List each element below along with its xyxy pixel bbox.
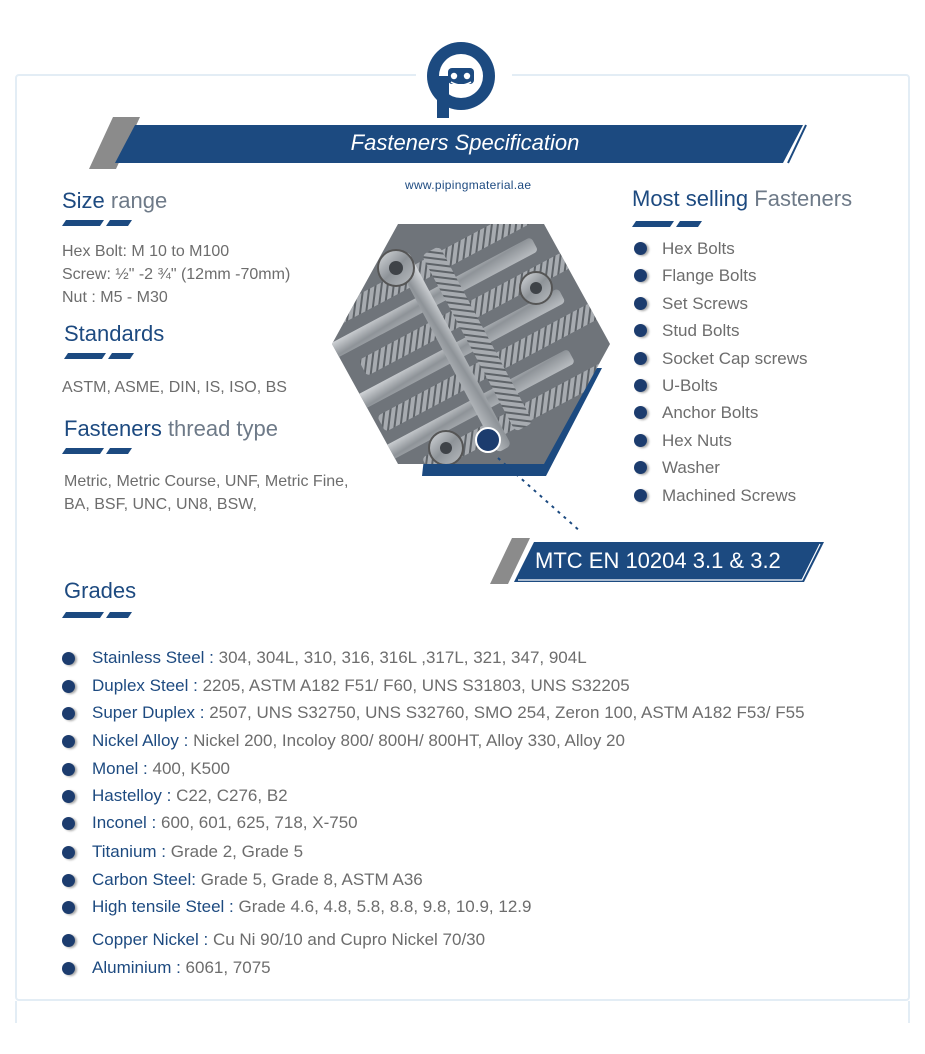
standards-text: ASTM, ASME, DIN, IS, ISO, BS [62, 379, 287, 396]
bullet-icon [634, 324, 647, 337]
list-item: Hastelloy : C22, C276, B2 [62, 784, 805, 812]
grades-heading: Grades [64, 578, 137, 603]
bullet-icon [62, 652, 75, 665]
bullet-icon [62, 817, 75, 830]
bullet-icon [634, 379, 647, 392]
bullet-icon [634, 489, 647, 502]
banner-title: Fasteners Specification [350, 130, 580, 155]
list-item: Titanium : Grade 2, Grade 5 [62, 840, 805, 868]
most-selling-heading: Most selling Fasteners [632, 186, 853, 211]
connector-line [486, 440, 586, 540]
heading-dash [62, 219, 132, 227]
bullet-icon [62, 735, 75, 748]
bullet-icon [62, 846, 75, 859]
list-item: Copper Nickel : Cu Ni 90/10 and Cupro Nickel 70/30 [62, 928, 805, 956]
bullet-icon [634, 406, 647, 419]
website-url[interactable]: www.pipingmaterial.ae [405, 178, 532, 192]
list-item: Flange Bolts [634, 264, 808, 291]
bullet-icon [62, 934, 75, 947]
bullet-icon [634, 461, 647, 474]
thread-line-2: BA, BSF, UNC, UN8, BSW, [64, 496, 257, 513]
bullet-icon [62, 790, 75, 803]
company-logo [421, 38, 501, 122]
frame-tail-left [15, 1001, 17, 1023]
list-item: Set Screws [634, 292, 808, 319]
list-item: Machined Screws [634, 484, 808, 511]
bullet-icon [62, 962, 75, 975]
list-item: Hex Nuts [634, 429, 808, 456]
heading-dash [64, 352, 134, 360]
list-item: U-Bolts [634, 374, 808, 401]
list-item: Washer [634, 456, 808, 483]
bullet-icon [634, 242, 647, 255]
thread-line-1: Metric, Metric Course, UNF, Metric Fine, [64, 473, 349, 490]
bullet-icon [62, 763, 75, 776]
heading-dash [62, 611, 132, 619]
size-hex-bolt: Hex Bolt: M 10 to M100 [62, 243, 230, 260]
list-item: Stainless Steel : 304, 304L, 310, 316, 316L ,317L, 321, 347, 904L [62, 646, 805, 674]
list-item: Nickel Alloy : Nickel 200, Incoloy 800/ 800H/ 800HT, Alloy 330, Alloy 20 [62, 729, 805, 758]
list-item: Inconel : 600, 601, 625, 718, X-750 [62, 811, 805, 840]
list-item: Aluminium : 6061, 7075 [62, 956, 805, 984]
heading-dash [62, 447, 132, 455]
list-item: Monel : 400, K500 [62, 757, 805, 784]
bullet-icon [62, 874, 75, 887]
list-item: Anchor Bolts [634, 401, 808, 428]
standards-heading: Standards [64, 321, 165, 346]
heading-dash [632, 220, 702, 228]
most-selling-list [634, 237, 808, 511]
size-screw: Screw: ½" -2 ¾" (12mm -70mm) [62, 266, 291, 283]
bullet-icon [634, 269, 647, 282]
mtc-label: MTC EN 10204 3.1 & 3.2 [535, 548, 781, 573]
frame-tail-right [908, 1001, 910, 1023]
list-item: Carbon Steel: Grade 5, Grade 8, ASTM A36 [62, 868, 805, 896]
list-item: Hex Bolts [634, 237, 808, 264]
list-item: Stud Bolts [634, 319, 808, 346]
grades-list [62, 646, 805, 983]
list-item: Duplex Steel : 2205, ASTM A182 F51/ F60, UNS S31803, UNS S32205 [62, 674, 805, 702]
list-item: Super Duplex : 2507, UNS S32750, UNS S32760, SMO 254, Zeron 100, ASTM A182 F53/ F55 [62, 701, 805, 729]
list-item: Socket Cap screws [634, 347, 808, 374]
bullet-icon [62, 707, 75, 720]
size-nut: Nut : M5 - M30 [62, 289, 168, 306]
bullet-icon [634, 297, 647, 310]
size-range-heading: Size range [62, 188, 168, 213]
bullet-icon [634, 352, 647, 365]
bullet-icon [62, 680, 75, 693]
thread-type-heading: Fasteners thread type [64, 416, 279, 441]
list-item: High tensile Steel : Grade 4.6, 4.8, 5.8, 8.8, 9.8, 10.9, 12.9 [62, 895, 805, 928]
bullet-icon [62, 901, 75, 914]
bullet-icon [634, 434, 647, 447]
